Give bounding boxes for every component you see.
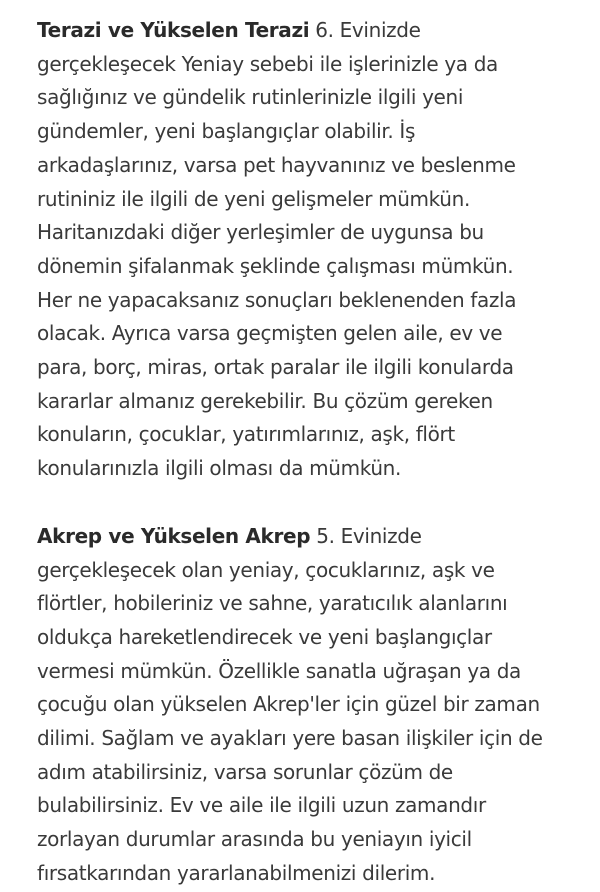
paragraph-line: gerçekleşecek Yeniay sebebi ile işlerinizle ya da bbox=[37, 51, 498, 76]
paragraph-line: rutininiz ile ilgili de yeni gelişmeler mümkün. bbox=[37, 186, 470, 211]
paragraph-line: Her ne yapacaksanız sonuçları beklenenden fazla bbox=[37, 287, 517, 312]
paragraph-line: sağlığınız ve gündelik rutinlerinizle ilgili yeni bbox=[37, 85, 464, 110]
paragraph-line: oldukça hareketlendirecek ve yeni başlangıçlar bbox=[37, 624, 492, 649]
paragraph-line: flörtler, hobileriniz ve sahne, yaratıcılık alanlarını bbox=[37, 591, 508, 616]
paragraph-line: para, borç, miras, ortak paralar ile ilgili konularda bbox=[37, 355, 514, 380]
paragraph-line: zorlayan durumlar arasında bu yeniayın iyicil bbox=[37, 827, 472, 852]
section-heading: Terazi ve Yükselen Terazi bbox=[37, 18, 310, 42]
paragraph-line: adım atabilirsiniz, varsa sorunlar çözüm de bbox=[37, 759, 453, 784]
paragraph-line: çocuğu olan yükselen Akrep'ler için güzel bir zaman bbox=[37, 692, 540, 717]
paragraph-line: gündemler, yeni başlangıçlar olabilir. İş bbox=[37, 119, 416, 144]
section-terazi bbox=[37, 14, 564, 486]
paragraph-line: Haritanızdaki diğer yerleşimler de uygunsa bu bbox=[37, 220, 484, 245]
paragraph-line bbox=[37, 520, 564, 554]
paragraph-line: konuların, çocuklar, yatırımlarınız, aşk, flört bbox=[37, 422, 455, 447]
paragraph-text: 5. Evinizde bbox=[310, 523, 422, 548]
paragraph-line: konularınızla ilgili olması da mümkün. bbox=[37, 456, 401, 481]
paragraph-line bbox=[37, 14, 564, 48]
paragraph-line: fırsatkarından yararlanabilmenizi dilerim. bbox=[37, 860, 436, 885]
paragraph-line: kararlar almanız gerekebilir. Bu çözüm gereken bbox=[37, 388, 493, 413]
paragraph-line: arkadaşlarınız, varsa pet hayvanınız ve beslenme bbox=[37, 152, 516, 177]
paragraph-line: gerçekleşecek olan yeniay, çocuklarınız, aşk ve bbox=[37, 557, 495, 582]
section-akrep bbox=[37, 520, 564, 891]
section-heading: Akrep ve Yükselen Akrep bbox=[37, 523, 311, 548]
paragraph-line: bulabilirsiniz. Ev ve aile ile ilgili uzun zamandır bbox=[37, 793, 486, 818]
paragraph-line: olacak. Ayrıca varsa geçmişten gelen aile, ev ve bbox=[37, 321, 503, 346]
paragraph-line: dönemin şifalanmak şeklinde çalışması mümkün. bbox=[37, 253, 514, 278]
paragraph-line: dilimi. Sağlam ve ayakları yere basan ilişkiler için de bbox=[37, 726, 543, 751]
paragraph-text: 6. Evinizde bbox=[309, 18, 421, 42]
paragraph-line: vermesi mümkün. Özellikle sanatla uğraşan ya da bbox=[37, 658, 521, 683]
